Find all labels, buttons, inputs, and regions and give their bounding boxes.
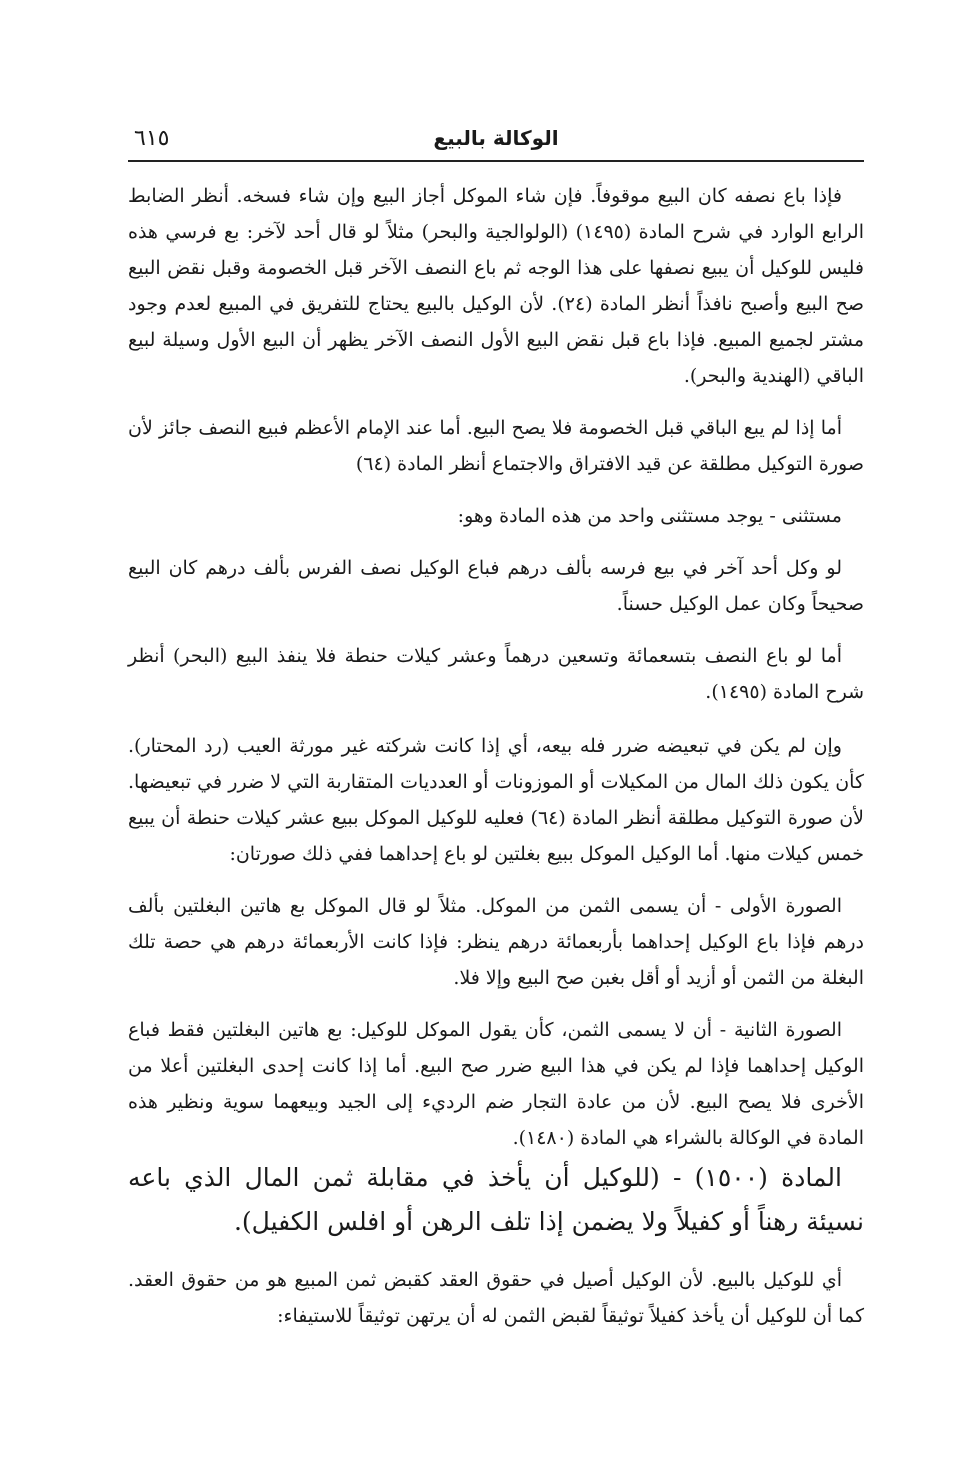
paragraph-2: أما إذا لم يبع الباقي قبل الخصومة فلا يصح البيع. أما عند الإمام الأعظم فبيع النصف جائز لأن صورة التوكيل مطلقة عن قيد الافتراق والاجتماع أنظر المادة (٦٤) — [128, 417, 864, 475]
paragraph-case-1: الصورة الأولى - أن يسمى الثمن من الموكل. مثلاً لو قال الموكل بع هاتين البغلتين بألف درهم فإذا باع الوكيل إحداهما بأربعمائة درهم ينظر: فإذا كانت الأربعمائة درهم هي حصة تلك البغلة من الثمن أو أزيد أو أقل بغبن صح البيع وإلا فلا. — [128, 895, 864, 989]
page-body — [128, 178, 864, 1334]
paragraph-6: وإن لم يكن في تبعيضه ضرر فله بيعه، أي إذا كانت شركته غير مورثة العيب (رد المحتار). كأن يكون ذلك المال من المكيلات أو الموزونات أو العدديات المتقاربة التي لا ضرر في تبعيضها. لأن صورة التوكيل مطلقة أنظر المادة (٦٤) فعليه للوكيل الموكل ببيع عشر كيلات حنطة أن يبيع خمس كيلات منها. أما الوكيل الموكل ببيع بغلتين لو باع إحداهما ففي ذلك صورتان: — [128, 735, 864, 865]
article-commentary: أي للوكيل بالبيع. لأن الوكيل أصيل في حقوق العقد كقبض ثمن المبيع هو من حقوق العقد. كما أن للوكيل أن يأخذ كفيلاً توثيقاً لقبض الثمن له أن يرتهن توثيقاً للاستيفاء: — [128, 1269, 864, 1327]
paragraph-1: فإذا باع نصفه كان البيع موقوفاً. فإن شاء الموكل أجاز البيع وإن شاء فسخه. أنظر الضابط الرابع الوارد في شرح المادة (١٤٩٥) (الولوالجية والبحر) مثلاً لو قال أحد لآخر: بع فرسي هذه فليس للوكيل أن يبيع نصفها على هذا الوجه ثم باع النصف الآخر قبل الخصومة وقبل نقض البيع صح البيع وأصبح نافذاً أنظر المادة (٢٤). لأن الوكيل بالبيع يحتاج للتفريق في المبيع لعدم وجود مشتر لجميع المبيع. فإذا باع قبل نقض البيع الأول النصف الآخر يظهر أن البيع الأول وسيلة لبيع الباقي (الهندية والبحر). — [128, 185, 864, 387]
paragraph-5: أما لو باع النصف بتسعمائة وتسعين درهماً وعشر كيلات حنطة فلا ينفذ البيع (البحر) أنظر شرح المادة (١٤٩٥). — [128, 645, 864, 703]
page-title: الوكالة بالبيع — [433, 126, 559, 150]
page-number: ٦١٥ — [134, 126, 170, 151]
paragraph-exception: مستثنى - يوجد مستثنى واحد من هذه المادة وهو: — [457, 505, 842, 527]
paragraph-case-2: الصورة الثانية - أن لا يسمى الثمن، كأن يقول الموكل للوكيل: بع هاتين البغلتين فقط فباع الوكيل إحداهما فإذا لم يكن في هذا البيع ضرر صح البيع. أما إذا كانت إحدى البغلتين أعلا من الأخرى فلا يصح البيع. لأن من عادة التجار ضم الرديء إلى الجيد وبيعهما سوية ونظير هذه المادة في الوكالة بالشراء هي المادة (١٤٨٠). — [128, 1019, 864, 1149]
paragraph-4: لو وكل أحد آخر في بيع فرسه بألف درهم فباع الوكيل نصف الفرس بألف درهم كان البيع صحيحاً وكان عمل الوكيل حسناً. — [128, 557, 864, 615]
article-1500: المادة (١٥٠٠) - (للوكيل أن يأخذ في مقابلة ثمن المال الذي باعه نسيئة رهناً أو كفيلاً ولا يضمن إذا تلف الرهن أو افلس الكفيل). — [128, 1163, 864, 1236]
book-page — [128, 118, 864, 1334]
running-header — [128, 118, 864, 162]
